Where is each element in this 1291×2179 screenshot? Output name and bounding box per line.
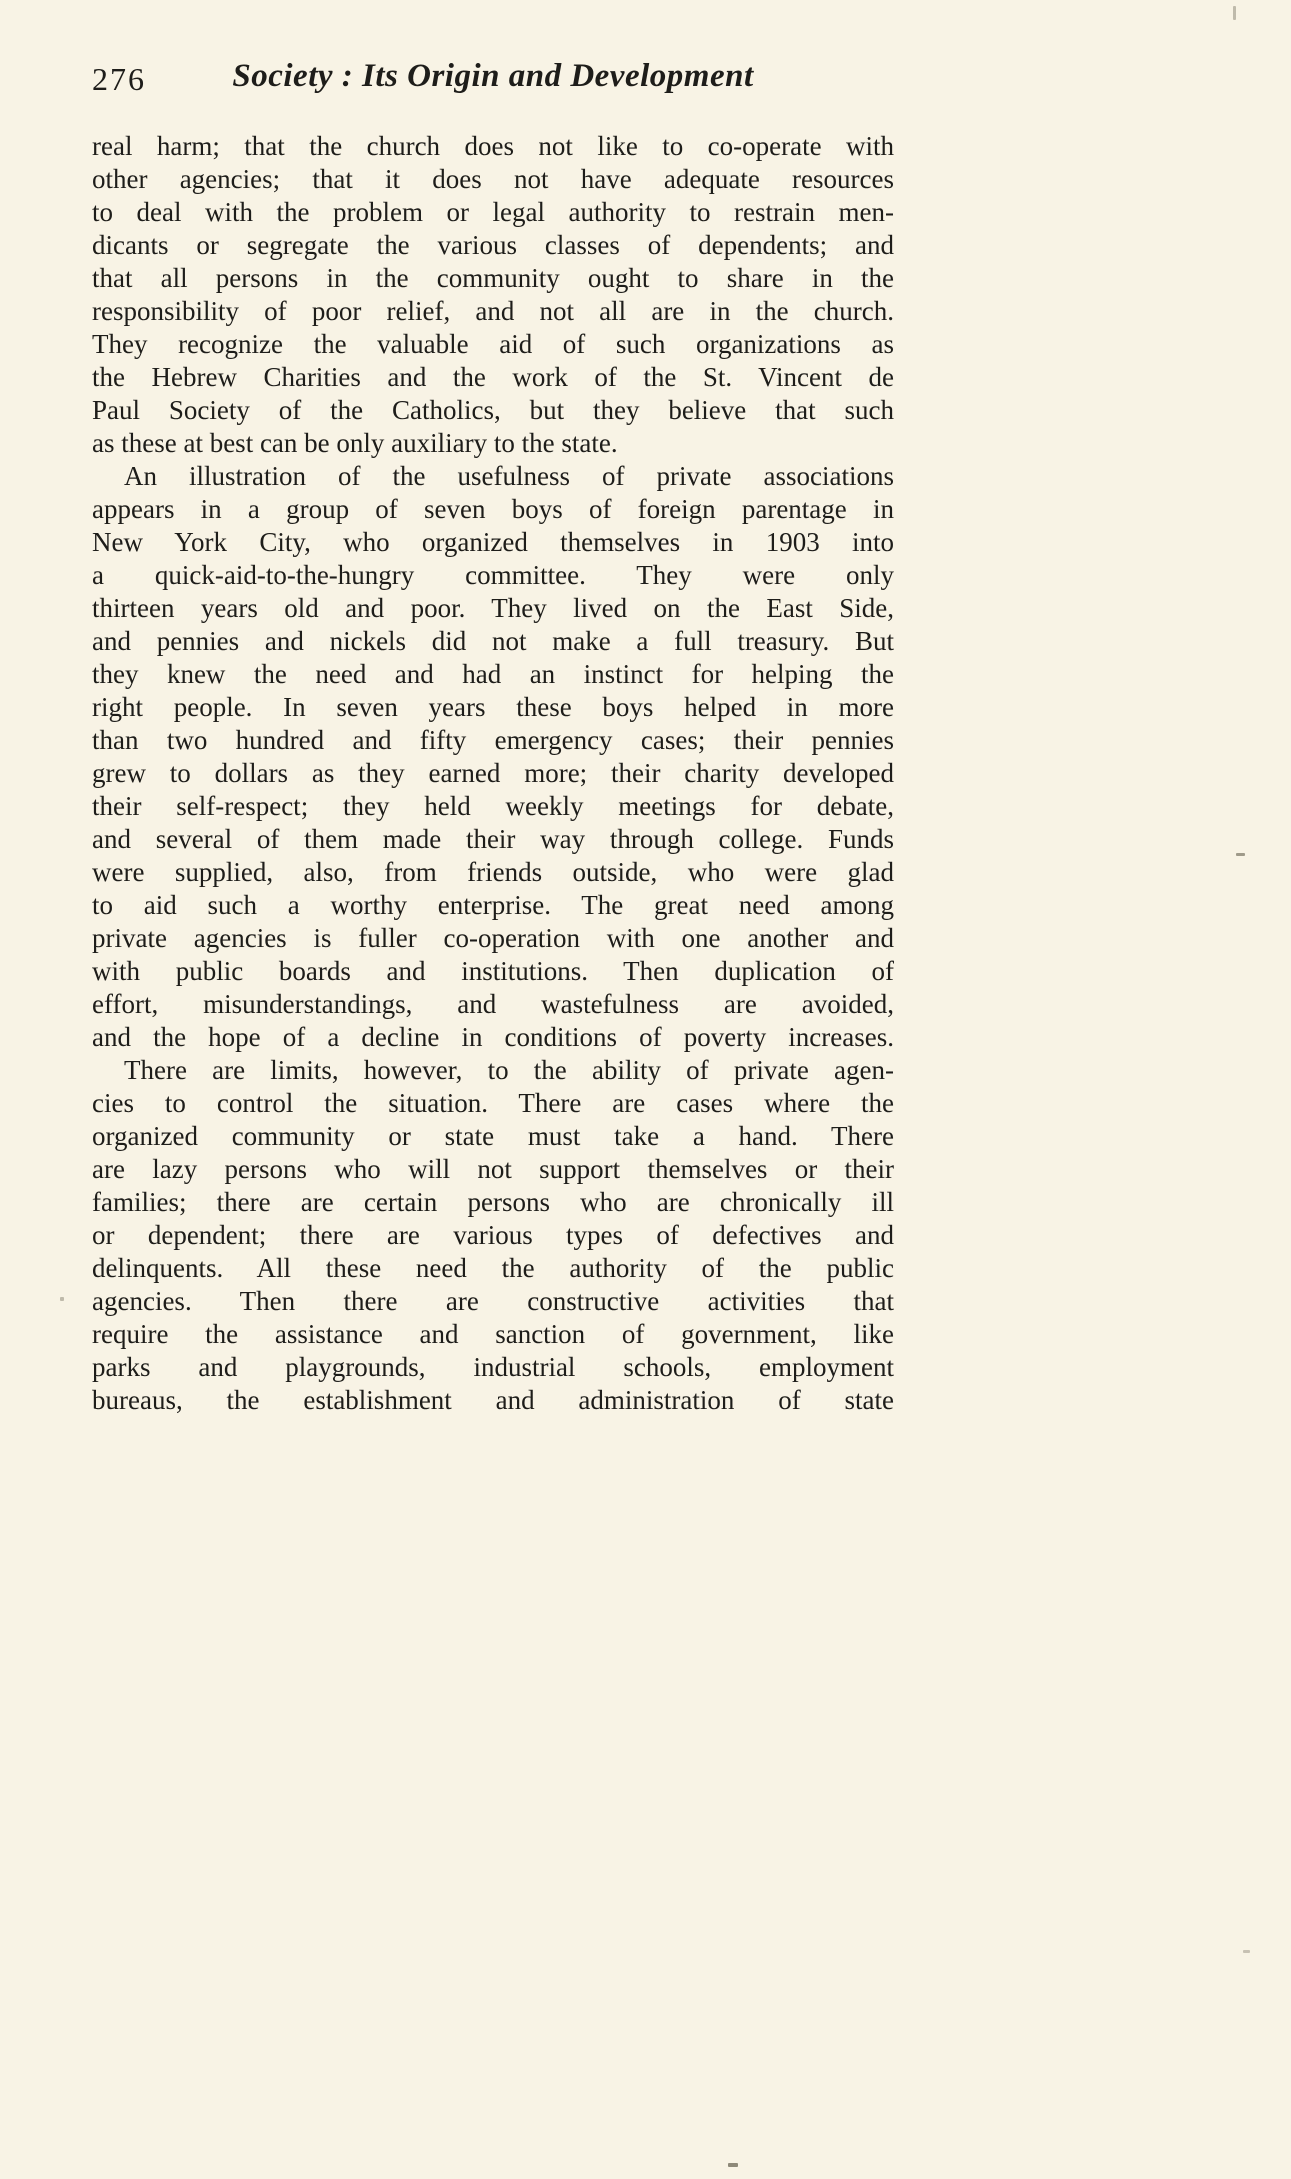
scan-artifact: [1236, 853, 1245, 856]
text-line: responsibility of poor relief, and not all are in the church.: [92, 296, 894, 326]
text-line: organized community or state must take a hand. There: [92, 1121, 894, 1151]
text-line: bureaus, the establishment and administration of state: [92, 1385, 894, 1415]
text-line: the Hebrew Charities and the work of the St. Vincent de: [92, 362, 894, 392]
page-body: [92, 130, 894, 1417]
text-line: agencies. Then there are constructive activities that: [92, 1286, 894, 1316]
text-line: Paul Society of the Catholics, but they believe that such: [92, 395, 894, 425]
text-line: They recognize the valuable aid of such organizations as: [92, 329, 894, 359]
text-line: as these at best can be only auxiliary to the state.: [92, 428, 618, 458]
text-line: families; there are certain persons who are chronically ill: [92, 1187, 894, 1217]
text-line: An illustration of the usefulness of private associations: [124, 461, 894, 491]
text-block: [92, 58, 894, 1417]
text-line: are lazy persons who will not support themselves or their: [92, 1154, 894, 1184]
paragraph: [92, 130, 894, 460]
page-number: 276: [92, 61, 146, 97]
text-line: There are limits, however, to the ability of private agen-: [124, 1055, 894, 1085]
scan-artifact: [728, 2163, 738, 2167]
text-line: private agencies is fuller co-operation with one another and: [92, 923, 894, 953]
text-line: appears in a group of seven boys of foreign parentage in: [92, 494, 894, 524]
text-line: with public boards and institutions. Then duplication of: [92, 956, 894, 986]
text-line: and several of them made their way through college. Funds: [92, 824, 894, 854]
running-head: [92, 58, 894, 106]
text-line: thirteen years old and poor. They lived on the East Side,: [92, 593, 894, 623]
text-line: to deal with the problem or legal authority to restrain men-: [92, 197, 894, 227]
text-line: their self-respect; they held weekly meetings for debate,: [92, 791, 894, 821]
text-line: that all persons in the community ought to share in the: [92, 263, 894, 293]
text-line: and the hope of a decline in conditions of poverty increases.: [92, 1022, 894, 1052]
scan-artifact: [60, 1297, 64, 1301]
text-line: than two hundred and fifty emergency cases; their pennies: [92, 725, 894, 755]
running-title: Society : Its Origin and Development: [232, 58, 754, 94]
text-line: a quick-aid-to-the-hungry committee. They were only: [92, 560, 894, 590]
scan-artifact: [1233, 6, 1236, 20]
text-line: require the assistance and sanction of government, like: [92, 1319, 894, 1349]
text-line: real harm; that the church does not like to co-operate with: [92, 131, 894, 161]
text-line: right people. In seven years these boys helped in more: [92, 692, 894, 722]
scan-artifact: [1243, 1950, 1250, 1953]
text-line: and pennies and nickels did not make a full treasury. But: [92, 626, 894, 656]
text-line: effort, misunderstandings, and wastefulness are avoided,: [92, 989, 894, 1019]
text-line: other agencies; that it does not have adequate resources: [92, 164, 894, 194]
text-line: parks and playgrounds, industrial schools, employment: [92, 1352, 894, 1382]
text-line: were supplied, also, from friends outside, who were glad: [92, 857, 894, 887]
text-line: delinquents. All these need the authority of the public: [92, 1253, 894, 1283]
text-line: to aid such a worthy enterprise. The great need among: [92, 890, 894, 920]
paragraph: [92, 1054, 894, 1417]
text-line: they knew the need and had an instinct for helping the: [92, 659, 894, 689]
text-line: or dependent; there are various types of defectives and: [92, 1220, 894, 1250]
text-line: grew to dollars as they earned more; their charity developed: [92, 758, 894, 788]
text-line: cies to control the situation. There are cases where the: [92, 1088, 894, 1118]
text-line: New York City, who organized themselves in 1903 into: [92, 527, 894, 557]
paragraph: [92, 460, 894, 1054]
text-line: dicants or segregate the various classes of dependents; and: [92, 230, 894, 260]
